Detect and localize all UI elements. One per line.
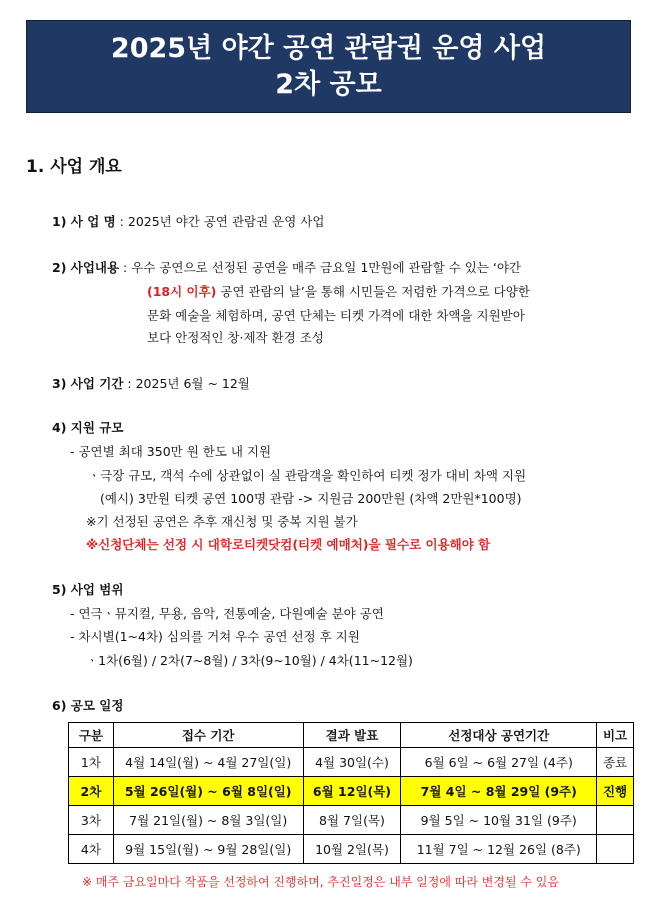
item-text: 2025년 야간 공연 관람권 운영 사업 — [127, 214, 325, 229]
table-cell: 진행 — [597, 777, 634, 806]
table-row — [69, 806, 634, 835]
support-line-1: - 공연별 최대 350만 원 한도 내 지원 — [70, 444, 272, 459]
table-cell: 6월 12일(목) — [303, 777, 401, 806]
table-cell: 종료 — [597, 748, 634, 777]
table-cell: 2차 — [69, 777, 114, 806]
support-note-2: ※신청단체는 선정 시 대학로티켓닷컴(티켓 예매처)을 필수로 이용해야 함 — [86, 537, 491, 552]
header-cell: 선정대상 공연기간 — [401, 723, 597, 748]
item-sep: : — [119, 260, 132, 275]
item-text: 우수 공연으로 선정된 공연을 매주 금요일 1만원에 관람할 수 있는 ‘야간 — [131, 260, 521, 275]
table-cell: 11월 7일 ~ 12월 26일 (8주) — [401, 835, 597, 864]
table-cell: 4차 — [69, 835, 114, 864]
title-line-1: 2025년 야간 공연 관람권 운영 사업 — [110, 33, 547, 64]
item-text: 공연 관람의 날’을 통해 시민들은 저렴한 가격으로 다양한 — [216, 284, 530, 299]
table-cell: 9월 15일(월) ~ 9월 28일(일) — [113, 835, 303, 864]
item-content-line2 — [147, 282, 530, 302]
table-cell — [597, 835, 634, 864]
section-title: 1. 사업 개요 — [26, 157, 122, 177]
table-cell: 7월 4일 ~ 8월 29일 (9주) — [401, 777, 597, 806]
item-period — [52, 374, 250, 394]
table-cell: 4월 30일(수) — [303, 748, 401, 777]
item-project-name — [52, 212, 324, 232]
table-row — [69, 835, 634, 864]
item-label: 2) 사업내용 — [52, 260, 120, 275]
table-cell: 8월 7일(목) — [303, 806, 401, 835]
table-header-row — [69, 723, 634, 748]
item-content-line4: 보다 안정적인 창·제작 환경 조성 — [147, 330, 324, 345]
table-cell: 6월 6일 ~ 6월 27일 (4주) — [401, 748, 597, 777]
header-cell: 접수 기간 — [113, 723, 303, 748]
table-cell: 3차 — [69, 806, 114, 835]
table-cell: 7월 21일(월) ~ 8월 3일(일) — [113, 806, 303, 835]
item-content-line3: 문화 예술을 체험하며, 공연 단체는 티켓 가격에 대한 차액을 지원받아 — [147, 308, 525, 323]
item-sep: : — [115, 214, 128, 229]
support-line-2: ㆍ극장 규모, 객석 수에 상관없이 실 관람객을 확인하여 티켓 정가 대비 차액 지원 — [88, 468, 527, 483]
title-banner — [26, 20, 631, 113]
schedule-table — [68, 722, 634, 864]
table-cell — [597, 806, 634, 835]
table-cell: 4월 14일(월) ~ 4월 27일(일) — [113, 748, 303, 777]
table-cell: 1차 — [69, 748, 114, 777]
table-cell: 10월 2일(목) — [303, 835, 401, 864]
scope-line-2: - 차시별(1~4차) 심의를 거쳐 우수 공연 선정 후 지원 — [70, 629, 360, 644]
item-scope-label: 5) 사업 범위 — [52, 582, 124, 597]
header-cell: 비고 — [597, 723, 634, 748]
table-cell: 5월 26일(월) ~ 6월 8일(일) — [113, 777, 303, 806]
item-schedule-label: 6) 공모 일정 — [52, 698, 124, 713]
table-row — [69, 748, 634, 777]
header-cell: 결과 발표 — [303, 723, 401, 748]
scope-line-1: - 연극ㆍ뮤지컬, 무용, 음악, 전통예술, 다원예술 분야 공연 — [70, 606, 384, 621]
schedule-footnote: ※ 매주 금요일마다 작품을 선정하여 진행하며, 추진일정은 내부 일정에 따라 변경될 수 있음 — [82, 875, 559, 889]
header-cell: 구분 — [69, 723, 114, 748]
item-support-label: 4) 지원 규모 — [52, 420, 124, 435]
table-row-highlighted — [69, 777, 634, 806]
item-label: 3) 사업 기간 — [52, 376, 124, 391]
title-line-2: 2차 공모 — [275, 69, 382, 100]
item-label: 1) 사 업 명 — [52, 214, 116, 229]
support-note-1: ※기 선정된 공연은 추후 재신청 및 중복 지원 불가 — [86, 514, 358, 529]
item-text: 2025년 6월 ~ 12월 — [135, 376, 250, 391]
item-content — [52, 258, 521, 278]
item-sep: : — [123, 376, 136, 391]
evening-time-highlight: (18시 이후) — [147, 284, 217, 299]
table-cell: 9월 5일 ~ 10월 31일 (9주) — [401, 806, 597, 835]
scope-line-3: ㆍ1차(6월) / 2차(7~8월) / 3차(9~10월) / 4차(11~12월) — [86, 653, 413, 668]
support-line-3: (예시) 3만원 티켓 공연 100명 관람 -> 지원금 200만원 (차액 2만원*100명) — [100, 491, 522, 506]
